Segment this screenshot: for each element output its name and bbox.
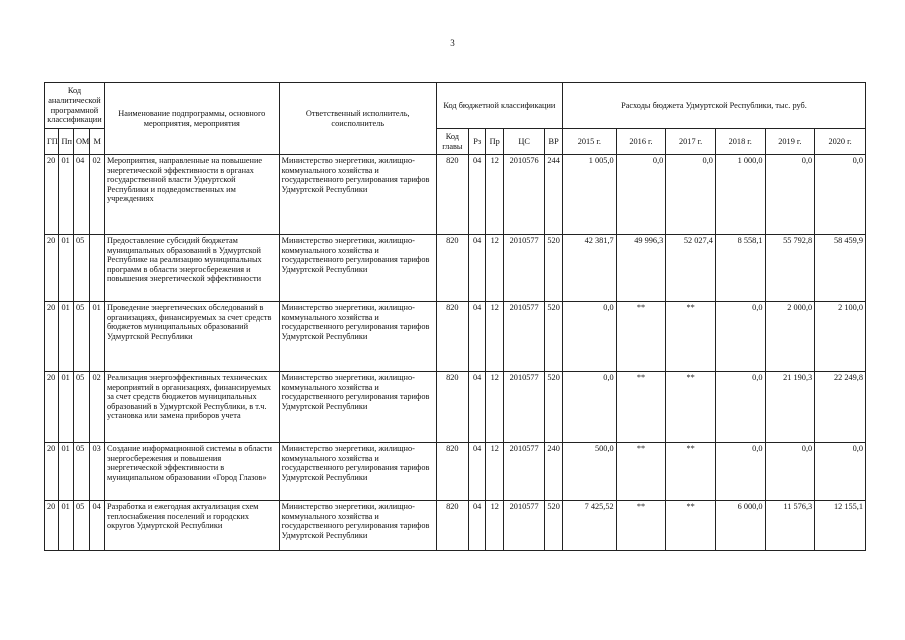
cell-2017: 52 027,4 [666, 235, 716, 302]
cell-pp: 01 [59, 155, 73, 235]
table-row [45, 443, 866, 501]
cell-gp: 20 [45, 501, 59, 551]
cell-kod-glavy: 820 [436, 302, 468, 372]
header-year-2015: 2015 г. [562, 129, 616, 155]
table-row [45, 155, 866, 235]
cell-2016: ** [616, 372, 666, 443]
cell-2019: 11 576,3 [765, 501, 815, 551]
cell-2017: ** [666, 501, 716, 551]
cell-executor: Министерство энергетики, жилищно-коммунального хозяйства и государственного регулирования тарифов Удмуртской Республики [279, 302, 436, 372]
cell-2015: 1 005,0 [562, 155, 616, 235]
cell-2018: 8 558,1 [715, 235, 765, 302]
cell-pp: 01 [59, 235, 73, 302]
cell-om: 05 [73, 443, 90, 501]
cell-rz: 04 [468, 155, 486, 235]
cell-vr: 520 [545, 501, 563, 551]
cell-m: 02 [90, 155, 104, 235]
table-row [45, 372, 866, 443]
cell-executor: Министерство энергетики, жилищно-коммунального хозяйства и государственного регулирования тарифов Удмуртской Республики [279, 443, 436, 501]
header-pr: Пр [486, 129, 504, 155]
cell-2020: 2 100,0 [815, 302, 866, 372]
header-program-code: Код аналитической программной классификации [45, 83, 105, 129]
cell-2020: 12 155,1 [815, 501, 866, 551]
cell-gp: 20 [45, 302, 59, 372]
header-kod-glavy: Код главы [436, 129, 468, 155]
cell-2019: 21 190,3 [765, 372, 815, 443]
cell-kod-glavy: 820 [436, 372, 468, 443]
cell-gp: 20 [45, 235, 59, 302]
cell-2019: 2 000,0 [765, 302, 815, 372]
header-cs: ЦС [504, 129, 545, 155]
cell-name: Предоставление субсидий бюджетам муниципальных образований в Удмуртской Республике на реализацию муниципальных программ в области энергосбережения и повышения энергетической эффективности [104, 235, 279, 302]
cell-om: 04 [73, 155, 90, 235]
cell-vr: 520 [545, 302, 563, 372]
cell-vr: 240 [545, 443, 563, 501]
cell-2020: 22 249,8 [815, 372, 866, 443]
cell-2015: 7 425,52 [562, 501, 616, 551]
cell-2018: 0,0 [715, 302, 765, 372]
header-year-2019: 2019 г. [765, 129, 815, 155]
cell-vr: 244 [545, 155, 563, 235]
cell-rz: 04 [468, 235, 486, 302]
cell-cs: 2010577 [504, 443, 545, 501]
cell-gp: 20 [45, 155, 59, 235]
cell-pr: 12 [486, 501, 504, 551]
cell-cs: 2010577 [504, 235, 545, 302]
cell-m [90, 235, 104, 302]
cell-m: 04 [90, 501, 104, 551]
header-name: Наименование подпрограммы, основного мероприятия, мероприятия [104, 83, 279, 155]
cell-2016: 0,0 [616, 155, 666, 235]
cell-name: Проведение энергетических обследований в организациях, финансируемых за счет средств бюджетов муниципальных образований Удмуртской Республики [104, 302, 279, 372]
cell-executor: Министерство энергетики, жилищно-коммунального хозяйства и государственного регулирования тарифов Удмуртской Республики [279, 235, 436, 302]
cell-executor: Министерство энергетики, жилищно-коммунального хозяйства и государственного регулирования тарифов Удмуртской Республики [279, 501, 436, 551]
cell-cs: 2010577 [504, 372, 545, 443]
cell-2018: 0,0 [715, 372, 765, 443]
cell-name: Реализация энергоэффективных технических мероприятий в организациях, финансируемых за счет средств бюджетов муниципальных образований в Удмуртской Республики, в т.ч. установка или замена приборов учета [104, 372, 279, 443]
cell-cs: 2010577 [504, 501, 545, 551]
cell-rz: 04 [468, 443, 486, 501]
cell-m: 03 [90, 443, 104, 501]
cell-executor: Министерство энергетики, жилищно-коммунального хозяйства и государственного регулирования тарифов Удмуртской Республики [279, 372, 436, 443]
page-number: 3 [450, 38, 455, 48]
cell-2016: ** [616, 443, 666, 501]
cell-2015: 0,0 [562, 372, 616, 443]
cell-rz: 04 [468, 501, 486, 551]
cell-kod-glavy: 820 [436, 235, 468, 302]
cell-2018: 1 000,0 [715, 155, 765, 235]
cell-2015: 42 381,7 [562, 235, 616, 302]
cell-2018: 6 000,0 [715, 501, 765, 551]
cell-om: 05 [73, 501, 90, 551]
header-m: М [90, 129, 104, 155]
header-executor: Ответственный исполнитель, соисполнитель [279, 83, 436, 155]
cell-name: Создание информационной системы в области энергосбережения и повышения энергетической эффективности в муниципальном образовании «Город Глазов» [104, 443, 279, 501]
cell-m: 01 [90, 302, 104, 372]
cell-cs: 2010576 [504, 155, 545, 235]
cell-pr: 12 [486, 155, 504, 235]
budget-table [44, 82, 866, 551]
cell-2020: 0,0 [815, 155, 866, 235]
cell-vr: 520 [545, 372, 563, 443]
cell-om: 05 [73, 372, 90, 443]
cell-2015: 0,0 [562, 302, 616, 372]
header-rz: Рз [468, 129, 486, 155]
table-row [45, 501, 866, 551]
cell-2016: ** [616, 302, 666, 372]
cell-2019: 0,0 [765, 155, 815, 235]
header-year-2020: 2020 г. [815, 129, 866, 155]
table-row [45, 302, 866, 372]
cell-pp: 01 [59, 443, 73, 501]
cell-pp: 01 [59, 302, 73, 372]
cell-pr: 12 [486, 443, 504, 501]
cell-pp: 01 [59, 501, 73, 551]
cell-2018: 0,0 [715, 443, 765, 501]
header-om: ОМ [73, 129, 90, 155]
cell-pr: 12 [486, 372, 504, 443]
cell-cs: 2010577 [504, 302, 545, 372]
cell-rz: 04 [468, 372, 486, 443]
header-year-2017: 2017 г. [666, 129, 716, 155]
cell-pr: 12 [486, 302, 504, 372]
cell-rz: 04 [468, 302, 486, 372]
cell-kod-glavy: 820 [436, 155, 468, 235]
cell-2019: 55 792,8 [765, 235, 815, 302]
header-budget-code: Код бюджетной классификации [436, 83, 562, 129]
cell-executor: Министерство энергетики, жилищно-коммунального хозяйства и государственного регулирования тарифов Удмуртской Республики [279, 155, 436, 235]
cell-2020: 58 459,9 [815, 235, 866, 302]
cell-pp: 01 [59, 372, 73, 443]
cell-2017: ** [666, 302, 716, 372]
cell-2017: ** [666, 443, 716, 501]
table-row [45, 235, 866, 302]
header-pp: Пп [59, 129, 73, 155]
cell-2016: 49 996,3 [616, 235, 666, 302]
header-vr: ВР [545, 129, 563, 155]
cell-2017: 0,0 [666, 155, 716, 235]
cell-m: 02 [90, 372, 104, 443]
cell-2016: ** [616, 501, 666, 551]
cell-2020: 0,0 [815, 443, 866, 501]
cell-name: Разработка и ежегодная актуализация схем теплоснабжения поселений и городских округов Удмуртской Республики [104, 501, 279, 551]
cell-vr: 520 [545, 235, 563, 302]
cell-gp: 20 [45, 372, 59, 443]
header-gp: ГП [45, 129, 59, 155]
cell-name: Мероприятия, направленные на повышение энергетической эффективности в органах государственной власти Удмуртской Республики и подведомственных им учреждениях [104, 155, 279, 235]
cell-pr: 12 [486, 235, 504, 302]
cell-kod-glavy: 820 [436, 443, 468, 501]
cell-om: 05 [73, 302, 90, 372]
cell-gp: 20 [45, 443, 59, 501]
cell-kod-glavy: 820 [436, 501, 468, 551]
cell-2015: 500,0 [562, 443, 616, 501]
header-year-2018: 2018 г. [715, 129, 765, 155]
header-expenses: Расходы бюджета Удмуртской Республики, тыс. руб. [562, 83, 865, 129]
cell-om: 05 [73, 235, 90, 302]
cell-2019: 0,0 [765, 443, 815, 501]
cell-2017: ** [666, 372, 716, 443]
header-year-2016: 2016 г. [616, 129, 666, 155]
